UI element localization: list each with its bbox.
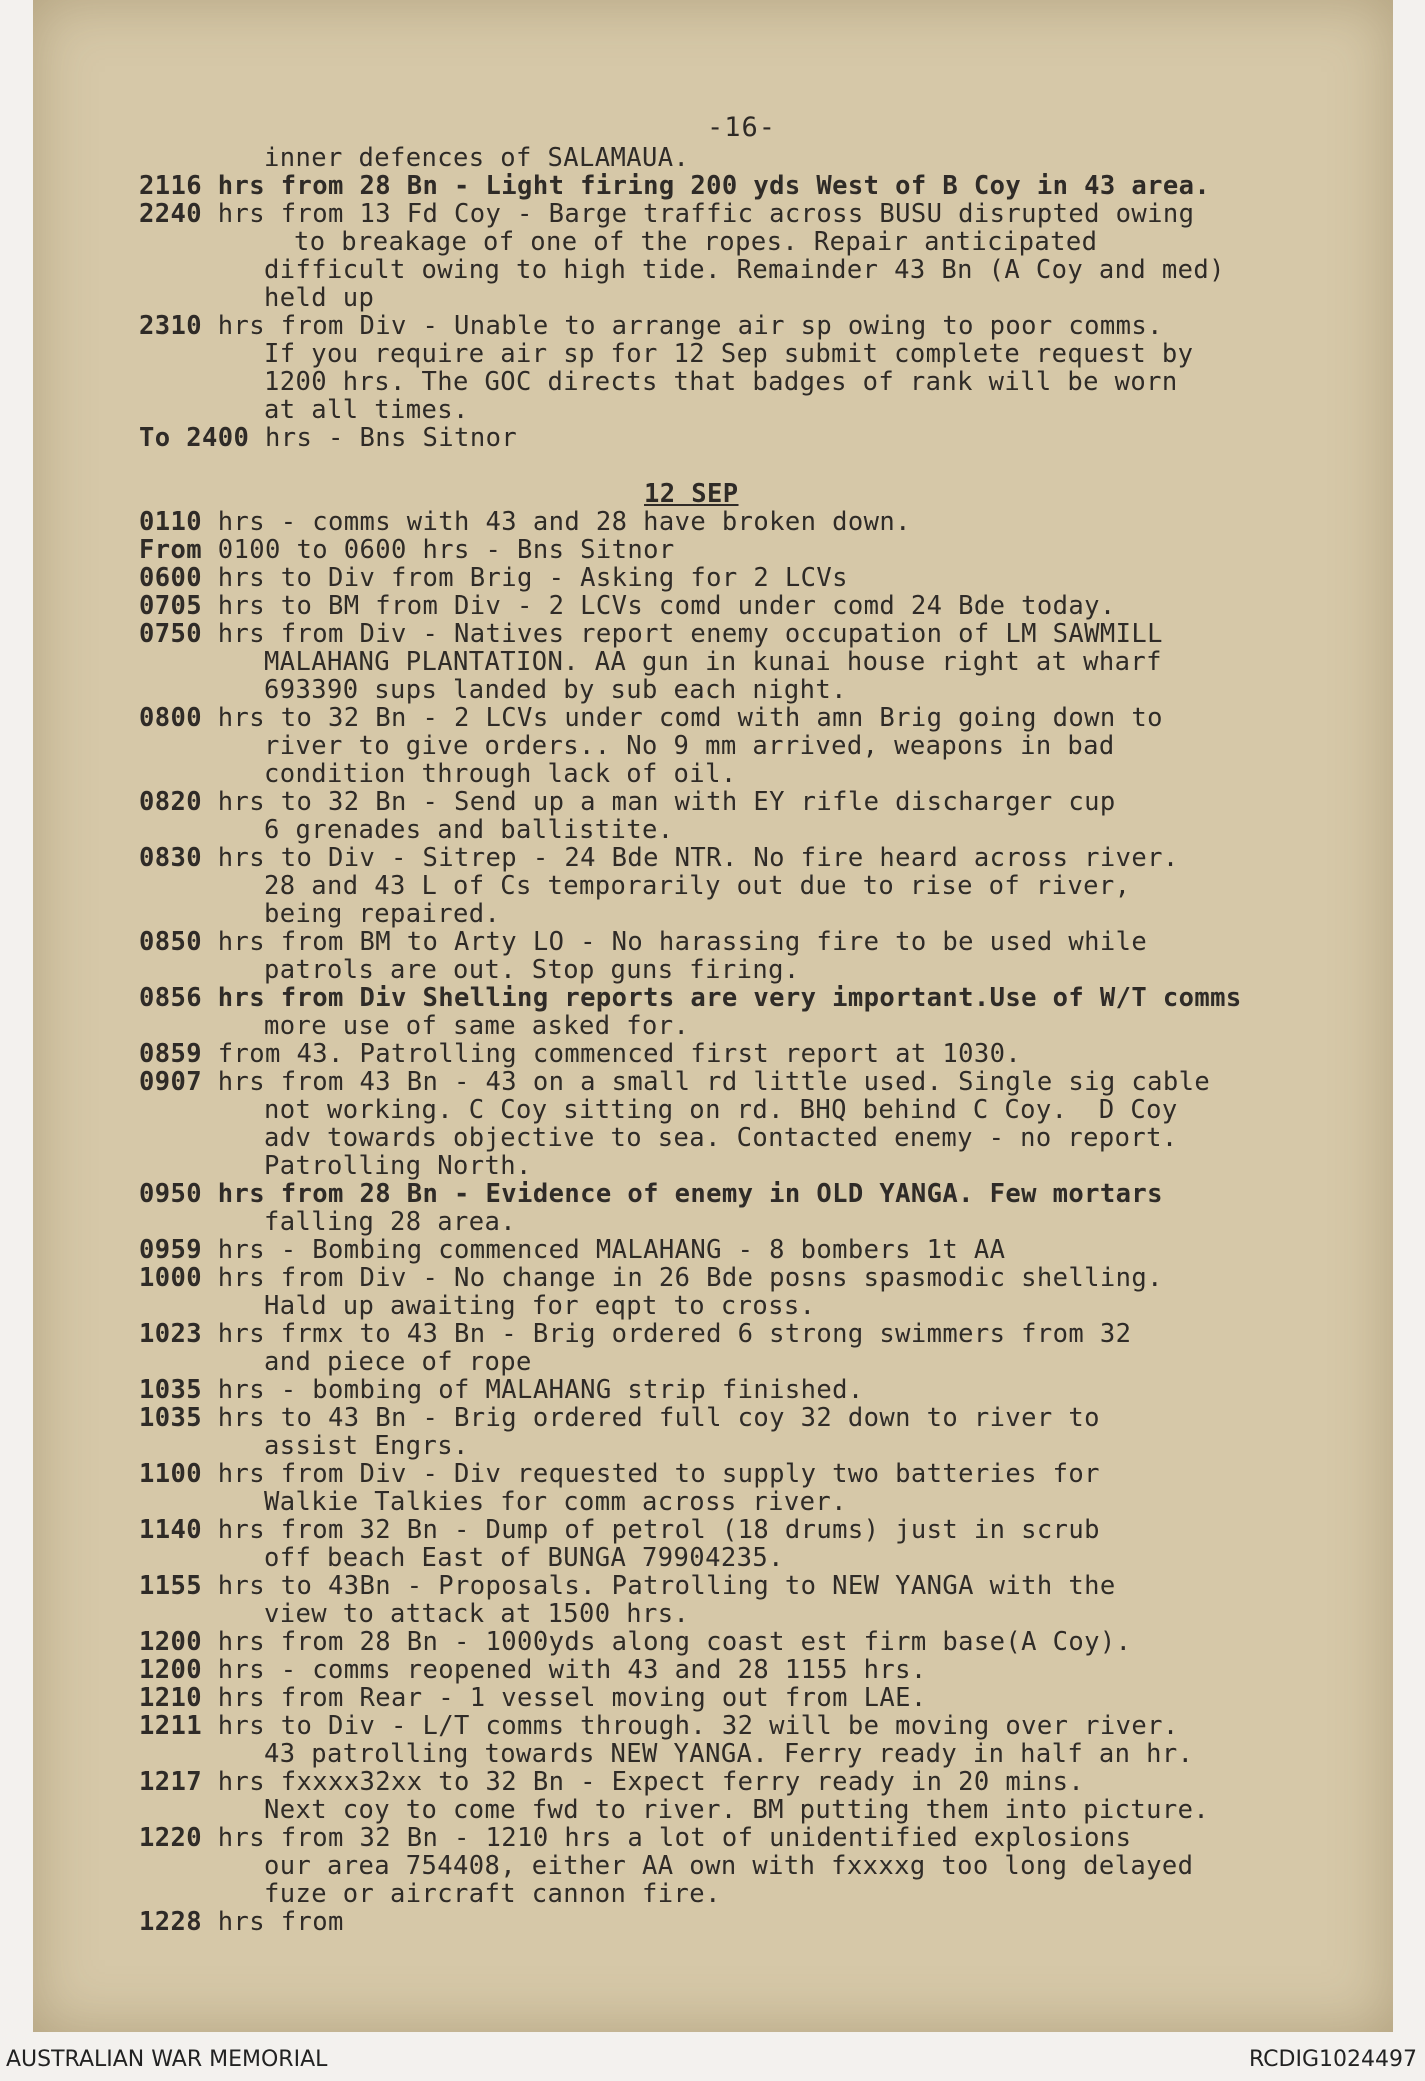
entry-time: 0856: [139, 984, 203, 1012]
entry-text: hrs to 32 Bn - 2 LCVs under comd with amn Brig going down to: [202, 704, 1163, 732]
diary-line: [139, 1292, 1339, 1320]
diary-line: [139, 340, 1339, 368]
entry-text: hrs from Div - No change in 26 Bde posns spasmodic shelling.: [202, 1264, 1163, 1292]
scanned-paper: [33, 0, 1393, 2032]
entry-text: Hald up awaiting for eqpt to cross.: [264, 1292, 816, 1320]
entry-text: 6 grenades and ballistite.: [264, 816, 674, 844]
entry-time: To 2400: [139, 424, 250, 452]
diary-line: [139, 1796, 1339, 1824]
entry-text: hrs from Div - Natives report enemy occupation of LM SAWMILL: [202, 620, 1163, 648]
diary-line: [139, 200, 1339, 228]
entry-text: adv towards objective to sea. Contacted enemy - no report.: [264, 1124, 1178, 1152]
diary-line: [139, 1208, 1339, 1236]
diary-line: [139, 284, 1339, 312]
diary-line: [139, 1852, 1339, 1880]
diary-line: [139, 1096, 1339, 1124]
diary-line: [139, 1432, 1339, 1460]
diary-line: [139, 1824, 1339, 1852]
footer: [0, 2043, 1425, 2077]
diary-line: [139, 1180, 1339, 1208]
entry-text: being repaired.: [264, 900, 501, 928]
entry-text: more use of same asked for.: [264, 1012, 690, 1040]
entry-text: hrs - Bns Sitnor: [249, 424, 518, 452]
diary-line: [139, 1348, 1339, 1376]
entry-text: hrs from 28 Bn - 1000yds along coast est firm base(A Coy).: [202, 1628, 1132, 1656]
entry-time: 1035: [139, 1376, 203, 1404]
entry-time: 1000: [139, 1264, 203, 1292]
diary-line: [139, 1768, 1339, 1796]
diary-line: [139, 704, 1339, 732]
entry-time: 1211: [139, 1712, 203, 1740]
entry-text: hrs to Div - L/T comms through. 32 will be moving over river.: [202, 1712, 1179, 1740]
entry-time: 0705: [139, 592, 203, 620]
entry-text: hrs frmx to 43 Bn - Brig ordered 6 strong swimmers from 32: [202, 1320, 1132, 1348]
entry-time: 1210: [139, 1684, 203, 1712]
entry-text: our area 754408, either AA own with fxxxxg too long delayed: [264, 1852, 1194, 1880]
entry-text: hrs from: [202, 1908, 344, 1936]
diary-line: [139, 620, 1339, 648]
diary-line: [139, 900, 1339, 928]
entry-time: 0850: [139, 928, 203, 956]
entry-time: 0859: [139, 1040, 203, 1068]
entry-text: If you require air sp for 12 Sep submit complete request by: [264, 340, 1194, 368]
entry-time: 2240: [139, 200, 203, 228]
diary-line: [139, 1488, 1339, 1516]
entry-text: hrs from 28 Bn - Evidence of enemy in OLD YANGA. Few mortars: [202, 1180, 1163, 1208]
footer-credit: AUSTRALIAN WAR MEMORIAL: [6, 2047, 328, 2072]
entry-text: hrs from Rear - 1 vessel moving out from LAE.: [202, 1684, 927, 1712]
diary-line: [139, 564, 1339, 592]
entry-time: 1220: [139, 1824, 203, 1852]
diary-line: [139, 760, 1339, 788]
page-number: -16-: [707, 112, 777, 143]
entry-time: 0110: [139, 508, 203, 536]
entry-text: 0100 to 0600 hrs - Bns Sitnor: [202, 536, 675, 564]
diary-line: [139, 844, 1339, 872]
entry-time: 1100: [139, 1460, 203, 1488]
entry-text: hrs to BM from Div - 2 LCVs comd under comd 24 Bde today.: [202, 592, 1116, 620]
diary-line: [139, 816, 1339, 844]
diary-line: [139, 984, 1339, 1012]
entry-text: river to give orders.. No 9 mm arrived, weapons in bad: [264, 732, 1115, 760]
entry-text: from 43. Patrolling commenced first report at 1030.: [202, 1040, 1022, 1068]
entry-text: 693390 sups landed by sub each night.: [264, 676, 847, 704]
entry-text: 28 and 43 L of Cs temporarily out due to rise of river,: [264, 872, 1131, 900]
entry-text: hrs to 32 Bn - Send up a man with EY rifle discharger cup: [202, 788, 1116, 816]
entry-text: hrs from BM to Arty LO - No harassing fire to be used while: [202, 928, 1148, 956]
diary-line: [139, 256, 1339, 284]
entry-text: hrs - Bombing commenced MALAHANG - 8 bombers 1t AA: [202, 1236, 1006, 1264]
diary-line: [139, 536, 1339, 564]
entry-time: 1200: [139, 1628, 203, 1656]
entry-time: From: [139, 536, 203, 564]
entry-text: Walkie Talkies for comm across river.: [264, 1488, 847, 1516]
diary-line: [139, 312, 1339, 340]
entry-text: to breakage of one of the ropes. Repair anticipated: [294, 228, 1098, 256]
entry-text: 1200 hrs. The GOC directs that badges of rank will be worn: [264, 368, 1178, 396]
entry-time: 2116: [139, 172, 203, 200]
entry-text: hrs from 43 Bn - 43 on a small rd little used. Single sig cable: [202, 1068, 1211, 1096]
entry-text: hrs from 13 Fd Coy - Barge traffic across BUSU disrupted owing: [202, 200, 1195, 228]
entry-time: 1140: [139, 1516, 203, 1544]
entry-text: hrs to 43 Bn - Brig ordered full coy 32 down to river to: [202, 1404, 1100, 1432]
entry-text: hrs - comms with 43 and 28 have broken down.: [202, 508, 911, 536]
diary-line: [139, 508, 1339, 536]
diary-line: [139, 1152, 1339, 1180]
entry-text: not working. C Coy sitting on rd. BHQ behind C Coy. D Coy: [264, 1096, 1178, 1124]
entry-text: hrs from 32 Bn - 1210 hrs a lot of unidentified explosions: [202, 1824, 1132, 1852]
entry-text: held up: [264, 284, 375, 312]
entry-text: hrs fxxxx32xx to 32 Bn - Expect ferry ready in 20 mins.: [202, 1768, 1085, 1796]
diary-line: [139, 1908, 1339, 1936]
entry-text: at all times.: [264, 396, 469, 424]
entry-time: 1155: [139, 1572, 203, 1600]
entry-time: 0800: [139, 704, 203, 732]
date-heading: 12 SEP: [644, 479, 739, 509]
entry-time: 1023: [139, 1320, 203, 1348]
entry-time: 2310: [139, 312, 203, 340]
entry-text: hrs from Div Shelling reports are very important.Use of W/T comms: [202, 984, 1242, 1012]
entry-text: hrs to Div - Sitrep - 24 Bde NTR. No fire heard across river.: [202, 844, 1179, 872]
diary-line: [139, 1516, 1339, 1544]
entry-time: 0600: [139, 564, 203, 592]
diary-line: [139, 424, 1339, 452]
entry-time: 0750: [139, 620, 203, 648]
entry-time: 0820: [139, 788, 203, 816]
diary-line: [139, 1544, 1339, 1572]
entry-time: 1035: [139, 1404, 203, 1432]
entry-time: 1217: [139, 1768, 203, 1796]
diary-line: [139, 144, 1339, 172]
entry-text: patrols are out. Stop guns firing.: [264, 956, 800, 984]
diary-line: [139, 1236, 1339, 1264]
diary-line: [139, 732, 1339, 760]
diary-line: [139, 956, 1339, 984]
entry-time: 1228: [139, 1908, 203, 1936]
entry-time: 0959: [139, 1236, 203, 1264]
diary-line: [139, 1460, 1339, 1488]
entry-text: and piece of rope: [264, 1348, 532, 1376]
line-gap: [139, 452, 1339, 480]
entry-text: hrs to Div from Brig - Asking for 2 LCVs: [202, 564, 848, 592]
diary-line: [139, 1684, 1339, 1712]
diary-line: [139, 1376, 1339, 1404]
entry-text: condition through lack of oil.: [264, 760, 737, 788]
entry-text: hrs - bombing of MALAHANG strip finished.: [202, 1376, 864, 1404]
diary-line: [139, 1068, 1339, 1096]
diary-line: [139, 788, 1339, 816]
diary-line: [139, 592, 1339, 620]
diary-line: [139, 1628, 1339, 1656]
entry-text: hrs to 43Bn - Proposals. Patrolling to NEW YANGA with the: [202, 1572, 1116, 1600]
entry-text: Patrolling North.: [264, 1152, 532, 1180]
diary-line: [139, 1712, 1339, 1740]
diary-line: [139, 872, 1339, 900]
diary-line: [139, 1012, 1339, 1040]
entry-text: view to attack at 1500 hrs.: [264, 1600, 690, 1628]
diary-line: [139, 1124, 1339, 1152]
diary-line: [139, 172, 1339, 200]
entry-text: inner defences of SALAMAUA.: [264, 144, 690, 172]
diary-line: [139, 1740, 1339, 1768]
diary-line: [139, 648, 1339, 676]
entry-time: 0830: [139, 844, 203, 872]
diary-line: [139, 1264, 1339, 1292]
diary-entries: [139, 144, 1339, 1936]
entry-text: hrs - comms reopened with 43 and 28 1155 hrs.: [202, 1656, 927, 1684]
footer-id: RCDIG1024497: [1248, 2047, 1417, 2072]
diary-line: [139, 1404, 1339, 1432]
entry-text: Next coy to come fwd to river. BM putting them into picture.: [264, 1796, 1210, 1824]
entry-text: off beach East of BUNGA 79904235.: [264, 1544, 784, 1572]
diary-line: [139, 396, 1339, 424]
entry-text: 43 patrolling towards NEW YANGA. Ferry ready in half an hr.: [264, 1740, 1194, 1768]
diary-line: [139, 1600, 1339, 1628]
diary-line: [139, 676, 1339, 704]
entry-text: fuze or aircraft cannon fire.: [264, 1880, 721, 1908]
entry-text: difficult owing to high tide. Remainder 43 Bn (A Coy and med): [264, 256, 1225, 284]
diary-line: [139, 1320, 1339, 1348]
diary-line: [139, 1656, 1339, 1684]
entry-text: hrs from Div - Div requested to supply two batteries for: [202, 1460, 1100, 1488]
diary-line: [139, 368, 1339, 396]
entry-text: assist Engrs.: [264, 1432, 469, 1460]
entry-text: MALAHANG PLANTATION. AA gun in kunai house right at wharf: [264, 648, 1162, 676]
entry-text: hrs from 32 Bn - Dump of petrol (18 drums) just in scrub: [202, 1516, 1100, 1544]
diary-line: [139, 1572, 1339, 1600]
diary-line: [139, 1880, 1339, 1908]
entry-text: falling 28 area.: [264, 1208, 517, 1236]
diary-line: [139, 928, 1339, 956]
entry-time: 0907: [139, 1068, 203, 1096]
entry-time: 1200: [139, 1656, 203, 1684]
entry-text: hrs from 28 Bn - Light firing 200 yds West of B Coy in 43 area.: [202, 172, 1211, 200]
diary-line: [139, 228, 1339, 256]
entry-text: hrs from Div - Unable to arrange air sp owing to poor comms.: [202, 312, 1163, 340]
entry-time: 0950: [139, 1180, 203, 1208]
diary-line: [139, 1040, 1339, 1068]
